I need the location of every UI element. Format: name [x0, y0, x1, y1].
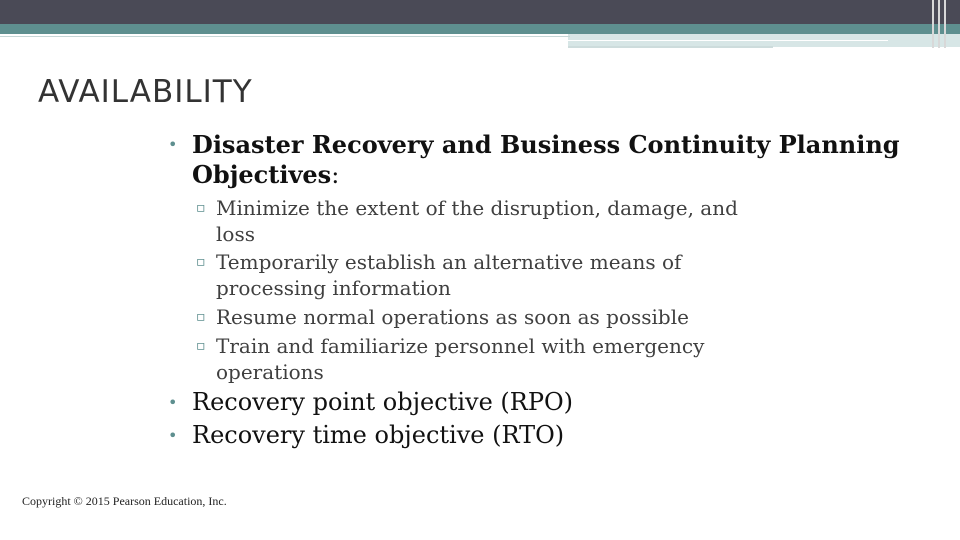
sub-bullet-text: Minimize the extent of the disruption, damage, and loss	[216, 196, 738, 246]
bullet-item	[168, 421, 564, 450]
bullet-item	[168, 130, 960, 190]
bullet-text: Recovery point objective (RPO)	[192, 388, 574, 416]
bullet-text: Recovery time objective (RTO)	[192, 421, 565, 449]
sub-bullet-item	[196, 304, 776, 330]
bullet-marker: •	[168, 426, 178, 445]
header-teal-bar	[0, 24, 960, 34]
header-thin-line	[568, 40, 888, 41]
bullet-text: Disaster Recovery and Business Continuity Planning Objectives	[192, 130, 900, 189]
copyright-footer: Copyright © 2015 Pearson Education, Inc.	[22, 494, 227, 508]
sub-bullet-item	[196, 249, 776, 301]
bullet-suffix: :	[331, 161, 340, 189]
sub-bullet-text: Train and familiarize personnel with emergency operations	[216, 334, 705, 384]
sub-bullet-marker: ▫	[196, 200, 206, 216]
header-stripe	[932, 0, 934, 48]
bullet-marker: •	[168, 393, 178, 412]
sub-bullet-text: Resume normal operations as soon as possible	[216, 305, 689, 329]
sub-bullet-text: Temporarily establish an alternative means of processing information	[216, 250, 682, 300]
sub-bullet-item	[196, 333, 776, 385]
header-dark-bar	[0, 0, 960, 24]
bullet-marker: •	[168, 135, 178, 154]
sub-bullet-marker: ▫	[196, 254, 206, 270]
header-thin-line	[0, 36, 570, 37]
sub-bullet-marker: ▫	[196, 338, 206, 354]
sub-bullet-item	[196, 195, 776, 247]
header-stripe	[938, 0, 940, 48]
bullet-item	[168, 388, 573, 417]
sub-bullet-marker: ▫	[196, 309, 206, 325]
header-thin-line	[568, 46, 773, 48]
slide-title: AVAILABILITY	[38, 74, 253, 110]
header-stripe	[944, 0, 946, 48]
